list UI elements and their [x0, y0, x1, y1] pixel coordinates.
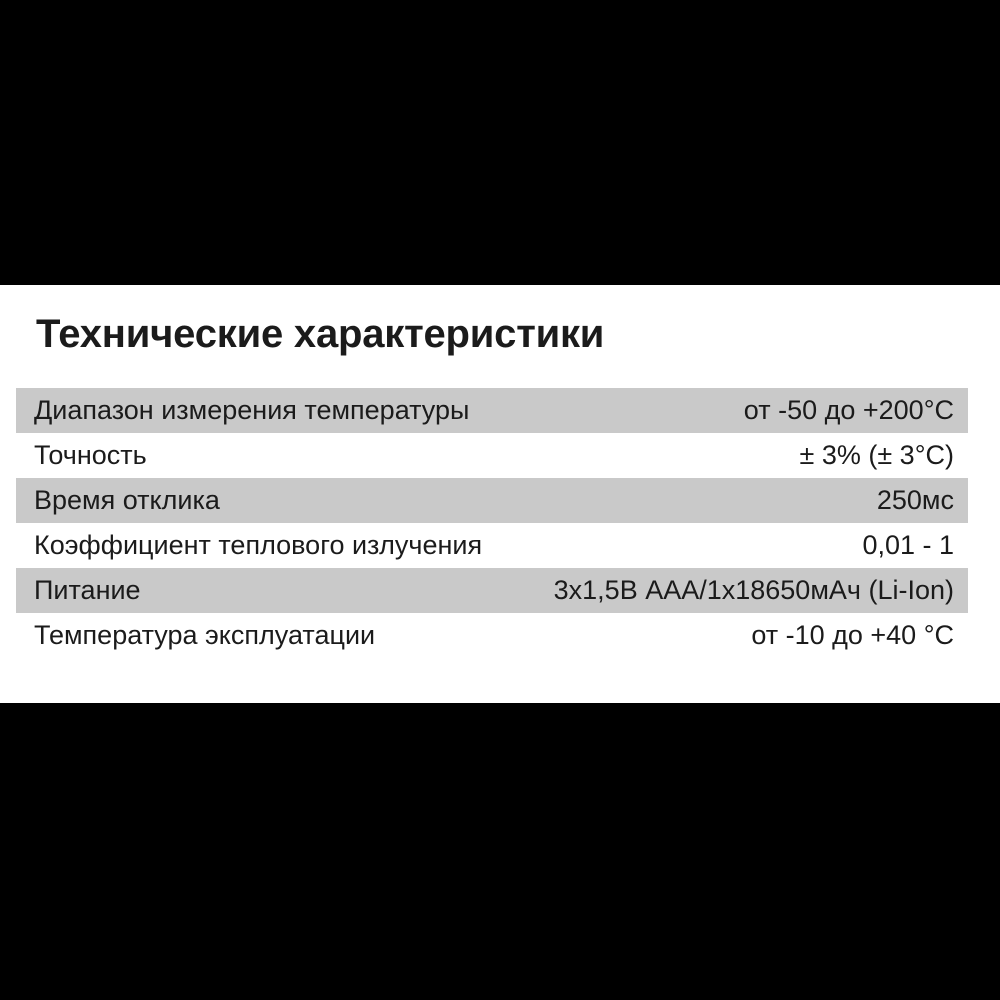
table-row [16, 433, 968, 478]
table-row [16, 523, 968, 568]
table-row [16, 613, 968, 658]
spec-value: ± 3% (± 3°C) [799, 440, 954, 470]
specifications-card [0, 285, 1000, 703]
spec-label: Диапазон измерения температуры [34, 395, 470, 425]
specifications-table [16, 388, 968, 658]
spec-value: 250мс [876, 485, 954, 515]
spec-label: Температура эксплуатации [34, 620, 376, 650]
spec-label: Точность [34, 440, 147, 470]
table-row [16, 478, 968, 523]
spec-label: Коэффициент теплового излучения [34, 530, 483, 560]
spec-label: Питание [34, 575, 141, 605]
spec-value: от -50 до +200°C [743, 395, 954, 425]
spec-value: 3x1,5В ААА/1x18650мАч (Li-Ion) [553, 575, 954, 605]
page-title: Технические характеристики [36, 312, 605, 356]
table-row [16, 568, 968, 613]
spec-value: от -10 до +40 °C [751, 620, 954, 650]
spec-value: 0,01 - 1 [862, 530, 954, 560]
table-row [16, 388, 968, 433]
spec-label: Время отклика [34, 485, 220, 515]
